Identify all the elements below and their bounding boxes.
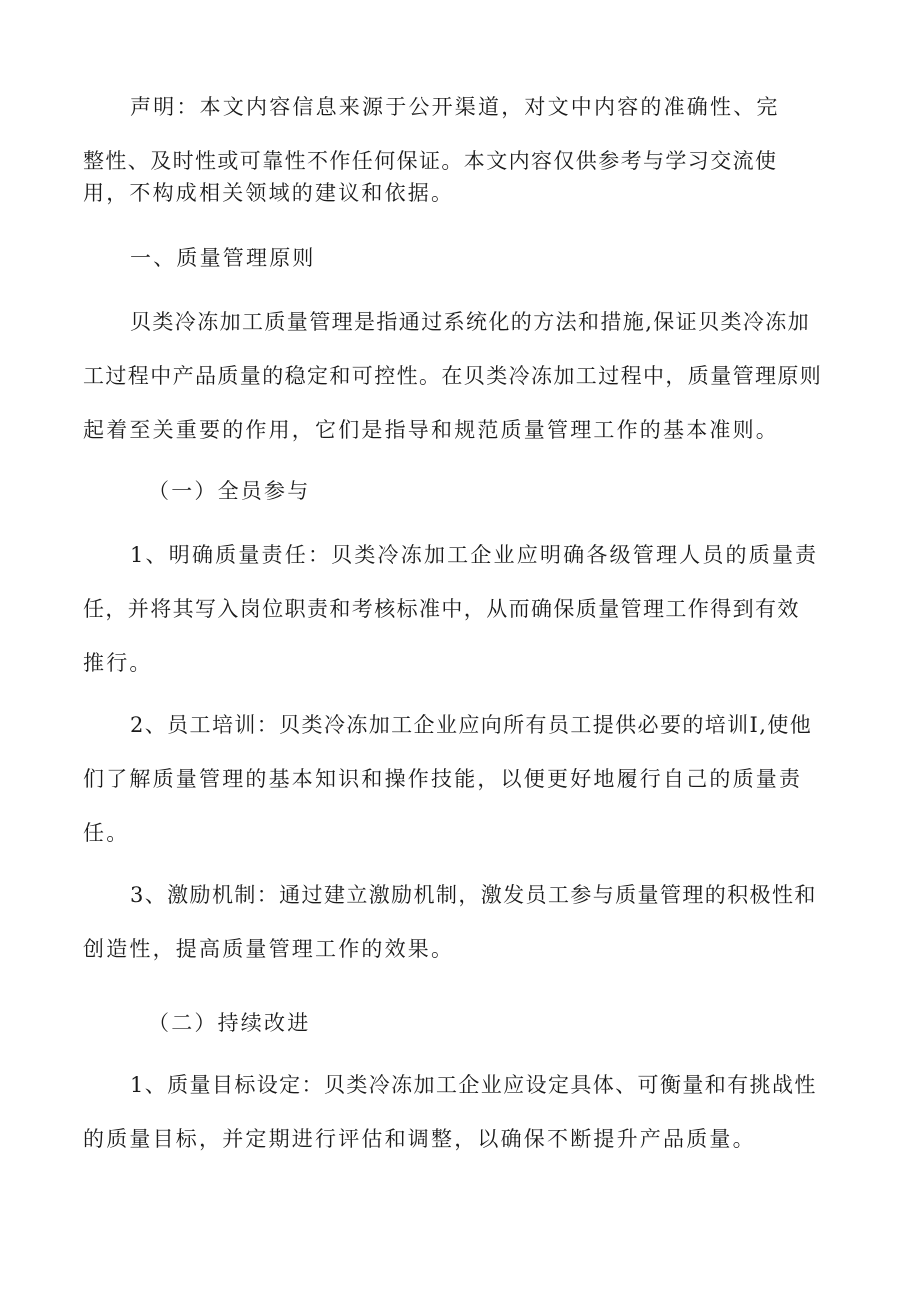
item-1-2-line-1: 2、员工培训：贝类冷冻加工企业应向所有员工提供必要的培训I,使他 (130, 713, 813, 737)
intro-line-3: 起着至关重要的作用，它们是指导和规范质量管理工作的基本准则。 (83, 418, 779, 442)
item-1-1-line-3: 推行。 (83, 651, 153, 675)
item-1-1-line-1: 1、明确质量责任：贝类冷冻加工企业应明确各级管理人员的质量责 (130, 543, 819, 567)
item-1-2-line-3: 任。 (83, 821, 130, 845)
item-2-1-line-1: 1、质量目标设定：贝类冷冻加工企业应设定具体、可衡量和有挑战性 (130, 1073, 817, 1097)
item-1-2-line-2: 们了解质量管理的基本知识和操作技能，以便更好地履行自己的质量责 (83, 767, 803, 791)
item-1-3-line-1: 3、激励机制：通过建立激励机制，激发员工参与质量管理的积极性和 (130, 883, 817, 907)
subsection-heading-2: （二）持续改进 (148, 1011, 311, 1035)
intro-line-2: 工过程中产品质量的稳定和可控性。在贝类冷冻加工过程中，质量管理原则 (83, 364, 823, 388)
item-1-1-line-2: 任，并将其写入岗位职责和考核标准中，从而确保质量管理工作得到有效 (83, 597, 800, 621)
disclaimer-line-1: 声明：本文内容信息来源于公开渠道，对文中内容的准确性、完 (130, 95, 780, 119)
intro-line-1: 贝类冷冻加工质量管理是指通过系统化的方法和措施,保证贝类冷冻加 (130, 310, 811, 334)
item-1-3-line-2: 创造性，提高质量管理工作的效果。 (83, 937, 455, 961)
disclaimer-line-3: 用，不构成相关领域的建议和依据。 (83, 181, 455, 205)
subsection-heading-1: （一）全员参与 (148, 479, 311, 503)
disclaimer-line-2: 整性、及时性或可靠性不作任何保证。本文内容仅供参考与学习交流使 (83, 149, 778, 173)
item-2-1-line-2: 的质量目标，并定期进行评估和调整，以确保不断提升产品质量。 (83, 1127, 756, 1151)
section-heading: 一、质量管理原则 (130, 246, 316, 270)
